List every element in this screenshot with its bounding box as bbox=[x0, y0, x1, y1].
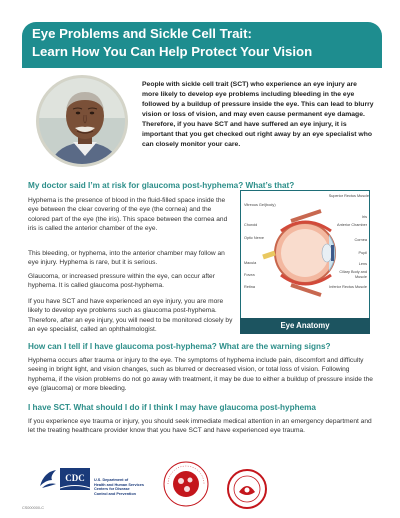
label-choroid: Choroid bbox=[244, 223, 258, 227]
label-lens: Lens bbox=[358, 262, 367, 266]
section-heading-warning-signs: How can I tell if I have glaucoma post-hyphema? What are the warning signs? bbox=[28, 342, 331, 351]
hhs-cdc-wordmark bbox=[94, 478, 144, 496]
partner-seal-icon bbox=[226, 468, 268, 510]
hhs-line-3: Centers for Disease bbox=[94, 487, 130, 492]
label-vitreous: Vitreous Gel(body) bbox=[244, 203, 276, 207]
paragraph-warning-signs: Hyphema occurs after trauma or injury to the eye. The symptoms of hyphema include pain, discomfort and difficulty seeing in bright light, and vision changes, such as blurred or decreased vision, or total loss of vision. Following hyphema, if the vision problems do not go away with treatment, it may be due to either a buildup of pressure inside the eye (glaucoma) or more bleeding. bbox=[28, 357, 373, 392]
hhs-eagle-icon bbox=[38, 468, 58, 490]
page-title-line-2: Learn How You Can Help Protect Your Vision bbox=[32, 44, 313, 59]
label-macula: Macula bbox=[244, 261, 257, 265]
label-optic-nerve: Optic Nerve bbox=[244, 236, 265, 240]
hhs-line-2: Health and Human Services bbox=[94, 482, 145, 487]
paragraph-what-to-do: If you experience eye trauma or injury, you should seek immediate medical attention in an emergency department and let the treating healthcare provider know that you have SCT and have experienced eye trauma. bbox=[28, 418, 372, 435]
section-heading-hyphema: My doctor said I’m at risk for glaucoma post-hyphema? What’s that? bbox=[28, 181, 295, 190]
title-banner bbox=[22, 22, 382, 68]
ash-logo bbox=[162, 460, 210, 508]
hhs-logo bbox=[38, 468, 58, 490]
paragraph-hyphema-bleeding: This bleeding, or hyphema, into the anterior chamber may follow an eye injury. Hyphema is rare, but it is serious. bbox=[28, 250, 225, 267]
man-portrait-illustration bbox=[39, 78, 128, 167]
ash-seal-icon bbox=[162, 460, 210, 508]
eye-anatomy-diagram bbox=[240, 190, 370, 330]
cdc-logo-text: CDC bbox=[65, 473, 85, 483]
intro-period: . bbox=[238, 141, 241, 148]
page-title bbox=[32, 25, 377, 61]
label-retina: Retina bbox=[244, 285, 255, 289]
page-title-line-1: Eye Problems and Sickle Cell Trait: bbox=[32, 26, 252, 41]
document-code: CS000000-C bbox=[22, 506, 44, 510]
paragraph-glaucoma: Glaucoma, or increased pressure within the eye, can occur after hyphema. It is called glaucoma post-hyphema. bbox=[28, 273, 215, 290]
label-superior-rectus: Superior Rectus Muscle bbox=[328, 194, 369, 198]
eye-anatomy-caption: Eye Anatomy bbox=[240, 318, 370, 334]
label-anterior-chamber: Anterior Chamber bbox=[337, 223, 367, 227]
label-iris: Iris bbox=[361, 215, 367, 219]
portrait-photo bbox=[36, 75, 128, 167]
section-heading-what-to-do: I have SCT. What should I do if I think I may have glaucoma post-hyphema bbox=[28, 403, 316, 412]
hhs-line-1: U.S. Department of bbox=[94, 478, 129, 482]
label-fovea: Fovea bbox=[244, 273, 255, 277]
partner-seal-logo bbox=[226, 468, 268, 510]
label-cornea: Cornea bbox=[354, 238, 367, 242]
paragraph-hyphema-definition: Hyphema is the presence of blood in the fluid-filled space inside the eye between the clear covering of the eye (the cornea) and the colored part of the eye (the iris). This space between the cornea and iris is called the anterior chamber of the eye. bbox=[28, 197, 228, 232]
label-pupil: Pupil bbox=[358, 251, 367, 255]
label-ciliary-body: Ciliary Body and Muscle bbox=[339, 270, 367, 279]
intro-paragraph bbox=[142, 80, 374, 150]
paragraph-sct-risk: If you have SCT and have experienced an eye injury, you are more likely to develop eye problems such as glaucoma post-hyphema. Therefore, after an eye injury, you will need to be monitored closely by an eye specialist, called an ophthalmologist. bbox=[28, 298, 233, 333]
intro-text: People with sickle cell trait (SCT) who experience an eye injury are more likely to develop eye problems including bleeding in the eye followed by a buildup of pressure inside the eye. This can lead to blurry vision or loss of vision, and may even cause permanent eye damage. Therefore, if you have SCT and have suffered an eye injury, it is important that you get checked out right away by an eye specialist who can closely monitor your care bbox=[142, 81, 374, 148]
cdc-logo bbox=[60, 468, 90, 490]
label-inferior-rectus: Inferior Rectus Muscle bbox=[329, 285, 367, 289]
cdc-swoosh-icon bbox=[60, 484, 90, 490]
hhs-line-4: Control and Prevention bbox=[94, 491, 136, 496]
